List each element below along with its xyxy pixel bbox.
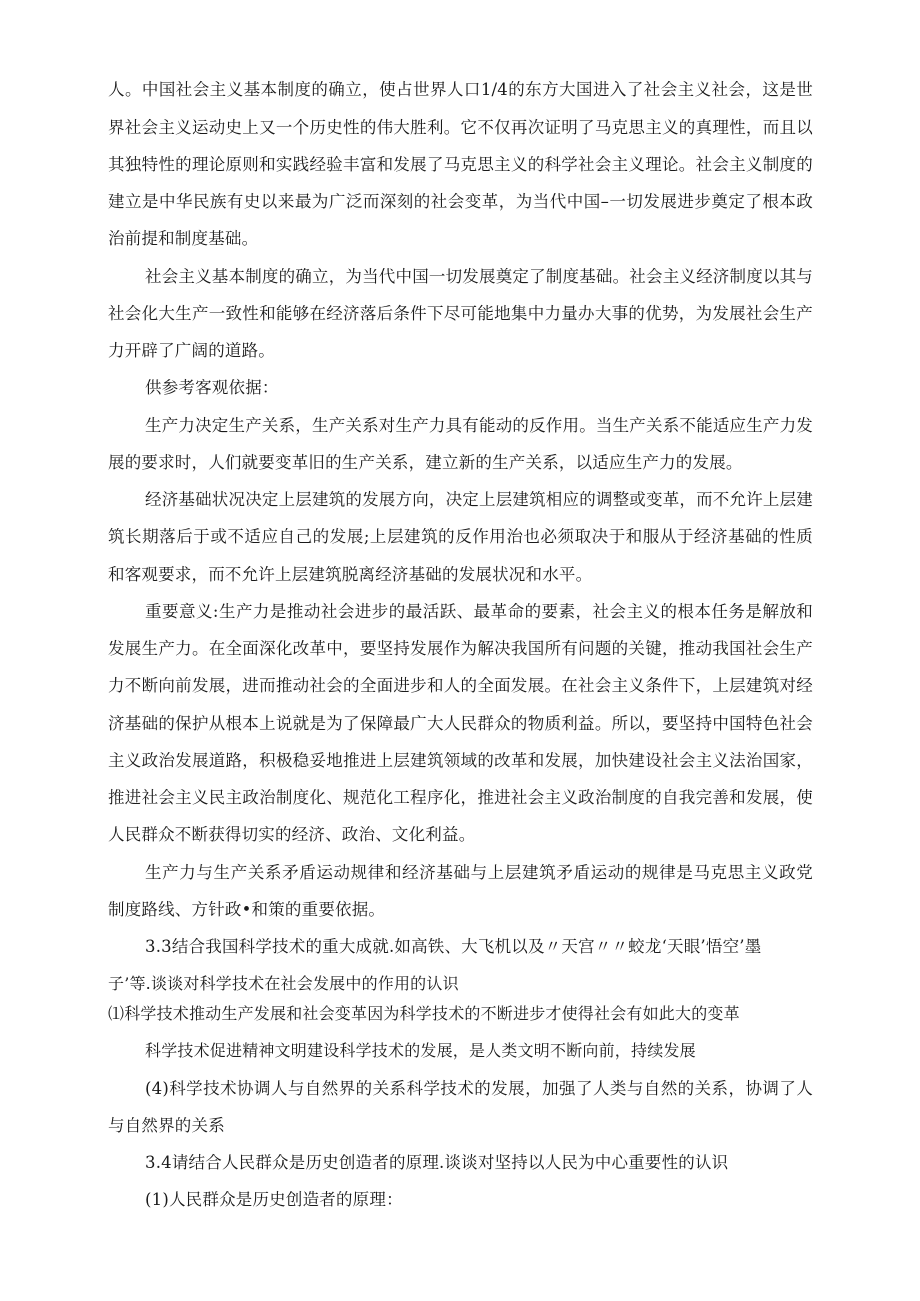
- body-text-line: 发展生产力。在全面深化改革中，要坚持发展作为解决我国所有问题的关键，推动我国社会生产: [108, 639, 813, 658]
- paragraph-start-line: 社会主义基本制度的确立，为当代中国一切发展奠定了制度基础。社会主义经济制度以其与: [145, 267, 813, 286]
- body-text-line: 筑长期落后于或不适应自己的发展;上层建筑的反作用治也必须取决于和服从于经济基础的性质: [108, 527, 813, 546]
- list-item: (4)科学技术协调人与自然界的关系科学技术的发展，加强了人类与自然的关系，协调了人: [145, 1079, 813, 1098]
- paragraph-start-line: 生产力决定生产关系，生产关系对生产力具有能动的反作用。当生产关系不能适应生产力发: [145, 416, 813, 435]
- list-item: 与自然界的关系: [108, 1116, 225, 1135]
- list-item: 科学技术促进精神文明建设科学技术的发展，是人类文明不断向前，持续发展: [145, 1041, 696, 1060]
- body-text-line: 推进社会主义民主政治制度化、规范化工程序化，推进社会主义政治制度的自我完善和发展，使: [108, 788, 813, 807]
- paragraph-start-line: 生产力与生产关系矛盾运动规律和经济基础与上层建筑矛盾运动的规律是马克思主义政党: [145, 863, 813, 882]
- list-item: ⑴科学技术推动生产发展和社会变革因为科学技术的不断进步才使得社会有如此大的变革: [108, 1004, 740, 1023]
- body-text-line: 界社会主义运动史上又一个历史性的伟大胜利。它不仅再次证明了马克思主义的真理性，而且以: [108, 118, 813, 137]
- paragraph-start-line: 经济基础状况决定上层建筑的发展方向，决定上层建筑相应的调整或变革，而不允许上层建: [145, 490, 813, 509]
- body-text-line: 社会化大生产一致性和能够在经济落后条件下尽可能地集中力量办大事的优势，为发展社会生产: [108, 304, 813, 323]
- body-text-line: 力开辟了广阔的道路。: [108, 341, 275, 360]
- body-text-line: 力不断向前发展，进而推动社会的全面进步和人的全面发展。在社会主义条件下，上层建筑对经: [108, 676, 813, 695]
- body-text-line: 展的要求时，人们就要变革旧的生产关系，建立新的生产关系，以适应生产力的发展。: [108, 453, 743, 472]
- body-text-line: 济基础的保护从根本上说就是为了保障最广大人民群众的物质利益。所以，要坚持中国特色社会: [108, 714, 813, 733]
- body-text-line: 建立是中华民族有史以来最为广泛而深刻的社会变革，为当代中国–一切发展进步奠定了根本政: [108, 192, 813, 211]
- body-text-line: 人。中国社会主义基本制度的确立，使占世界人口1/4的东方大国进入了社会主义社会，这是世: [108, 80, 813, 99]
- question-heading: 3.3结合我国科学技术的重大成就.如高铁、大飞机以及〃天宫〃〃蛟龙‘天眼’悟空’墨: [145, 937, 762, 956]
- body-text-line: 主义政治发展道路，积极稳妥地推进上层建筑领域的改革和发展，加快建设社会主义法治国家，: [108, 751, 813, 770]
- list-item: (1)人民群众是历史创造者的原理：: [145, 1190, 403, 1209]
- section-label: 供参考客观依据：: [145, 378, 279, 397]
- body-text-line: 其独特性的理论原则和实践经验丰富和发展了马克思主义的科学社会主义理论。社会主义制度的: [108, 155, 813, 174]
- body-text-line: 治前提和制度基础。: [108, 229, 259, 248]
- body-text-line: 和客观要求，而不允许上层建筑脱离经济基础的发展状况和水平。: [108, 565, 593, 584]
- question-heading: 子’等.谈谈对科学技术在社会发展中的作用的认识: [108, 974, 459, 993]
- body-text-line: 制度路线、方针政•和策的重要依据。: [108, 900, 386, 919]
- body-text-line: 人民群众不断获得切实的经济、政治、文化利益。: [108, 825, 476, 844]
- question-heading: 3.4请结合人民群众是历史创造者的原理.谈谈对坚持以人民为中心重要性的认识: [145, 1153, 729, 1172]
- paragraph-start-line: 重要意义:生产力是推动社会进步的最活跃、最革命的要素，社会主义的根本任务是解放和: [145, 602, 813, 621]
